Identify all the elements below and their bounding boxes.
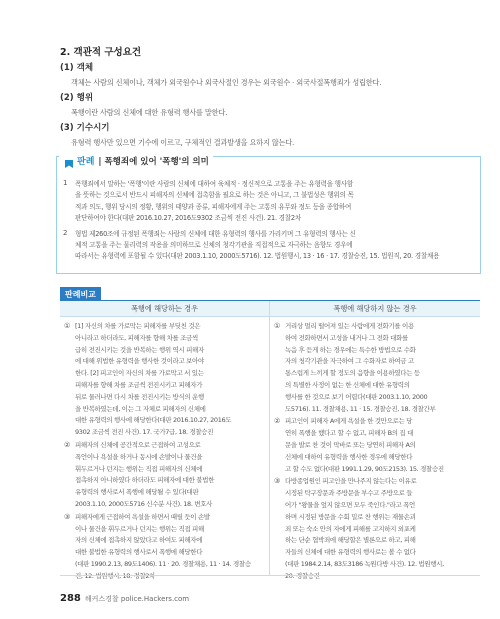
item-heading: (3) 기수시기: [60, 123, 110, 133]
case-label: 판례: [77, 157, 95, 167]
item-act: [60, 91, 480, 118]
item-text: 다방종업원인 피고인을 만나주지 않는다는 이유로 시정된 탁구장문과 주방문을 부수고 주방으로 들 어가 "왕물을 엎지 않으면 모두 죽인다."라고 폭언 하며 시정된 방문을 수회 밀로 찬 행위는 재물손괴 죄 또는 숙소 안의 자에게 피해를 고지하지 외포케 하는 단순 협박죄에 해당할은 별론으로 하고, 피해 자들의 신체에 대한 유형력의 행사로는 볼 수 없다 (대판 1984.2.14, 83도3186 녹원다방 사건). 12. 법원행시,: [285, 477, 444, 568]
item-object: [60, 61, 480, 88]
item-number: ①: [274, 322, 281, 330]
item-text: 피해자에게 근접하여 욕설을 하면서 때릴 듯이 손발 이나 물건을 휘두르거나 던지는 행위는 직접 피해 자의 신체에 접촉하지 않았다고 하여도 피해자에 대한 불법한 유형력의 행사로서 폭행에 해당한다 (대판 1990.2.13, 89도1406). 11 · 20. 경찰채용, 11 · 14. 경찰승: [75, 512, 251, 568]
comparison-item: [274, 321, 476, 415]
case-list: [63, 179, 473, 267]
case-header: [59, 154, 213, 167]
item-number: ②: [274, 417, 281, 426]
comparison-header-row: [60, 301, 480, 317]
case-entry-number: 1: [63, 179, 68, 187]
section-title: 2. 객관적 구성요건: [60, 47, 142, 58]
case-entry-text: 폭행죄에서 말하는 '폭행'이란 사람의 신체에 대하여 육체적 · 정신적으로 고통을 주는 유형력을 행사함 을 뜻하는 것으로서 반드시 피해자의 신체에 접촉함을 필요로 하는 것은 아니고, 그 불법성은 행위의 목 적과 의도, 행위 당시의 정황, 행위의 태양과 종류, 피해자에게 주는 고통의 유무와 정도 등을 종합하여 판단하여야 한다(대판 2016.10.27, 2016도9302 조금씩 전진 사건). 21. 경찰2차: [75, 180, 354, 223]
page-number: 288: [60, 593, 81, 604]
column-header-not-assault: 폭행에 해당하지 않는 경우: [333, 304, 417, 313]
item-number: ②: [64, 440, 71, 449]
comparison-item: [274, 416, 476, 475]
item-text: 거리상 멀리 떨어져 있는 사람에게 전화기를 이용 하여 전화하면서 고성을 내거나 그 전화 대화를 녹음 후 듣게 하는 경우에는 특수한 방법으로 수화 자의 청각기관을 자극하여 그 수화자로 하여금 고 통스럽게 느끼게 할 정도의 음향을 이용하였다는 등 의 특별한 사정이 없는 한 신체에 대한 유형력의 행사를 한 것으로 보기 어렵다(대판 2003.1.10, 2000 도5716). 11. 경찰채용, 11 · 15. 경찰승진, 18. 경찰간부: [285, 322, 436, 413]
item-completion: [60, 121, 480, 148]
item-text: 피해자의 신체에 공간적으로 근접하여 고성으로 폭언이나 욕설을 하거나 동시에 손발이나 물건을 휘두르거나 던지는 행위는 직접 피해자의 신체에 접촉하지 아니하였다 하더라도 피해자에 대한 불법한 유형력의 행사로서 폭행에 해당될 수 있다(대판 2003.1.10, 2000도5716 신수분 사건). 18. 변호사: [75, 440, 215, 508]
bookmark-icon: [63, 155, 75, 167]
case-title: | 폭행죄에 있어 '폭행'의 의미: [98, 156, 209, 167]
item-heading: (1) 객체: [60, 63, 94, 73]
item-body: 폭행이란 사람의 신체에 대한 유형력 행사를 말한다.: [71, 108, 228, 117]
item-number: ①: [64, 322, 71, 330]
case-box: [56, 156, 481, 274]
case-entry: [63, 179, 473, 225]
item-number: ③: [64, 512, 71, 521]
page-footer: [60, 593, 189, 604]
item-number: ③: [274, 477, 281, 486]
comparison-bottom-rule: [60, 575, 480, 576]
comparison-columns: [60, 317, 480, 584]
column-header-assault: 폭행에 해당하는 경우: [60, 301, 270, 316]
comparison-tag: 판례비교: [60, 287, 101, 302]
comparison-item: [64, 512, 265, 583]
comparison-table: [60, 301, 480, 575]
item-text: 피고인이 피해자 A에게 욕설을 한 것만으로는 당 연히 폭행을 했다고 할 수 없고, 피해자 B의 집 대 문을 발로 찬 것이 막바로 또는 당연히 피해자 A의 신체에 대하여 유형력을 행사한 경우에 해당한다 고 할 수도 없다(대판 1991.1.29, 90도2153). 15. 경찰승진: [285, 417, 444, 473]
case-entry: [63, 229, 473, 263]
not-assault-column: [270, 317, 480, 584]
comparison-item: [274, 476, 476, 582]
footer-brand: 해커스경찰 police.Hackers.com: [84, 595, 190, 603]
comparison-item: [64, 440, 265, 511]
comparison-item: [64, 321, 265, 439]
assault-column: [60, 317, 270, 575]
case-entry-text: 형법 제260조에 규정된 폭행죄는 사람의 신체에 대한 유형력의 행사를 가리키며 그 유형력의 행사는 신 체적 고통을 주는 물리력의 작용을 의미하므로 신체의 청각기관을 직접적으로 자극하는 음향도 경우에 따라서는 유형력에 포함될 수 있다(대판 2003.1.10, 2000도5716). 12. 법원행시, 13 · 16 · 17. 경찰승진, 15. 법원직, 20. 경찰채용: [75, 229, 440, 261]
item-body: 유형력 행사만 있으면 기수에 이르고, 구체적인 결과발생을 요하지 않는다.: [71, 138, 295, 147]
item-text: [1] 자신의 차를 가로막는 피해자를 부딪친 것은 아니라고 하더라도, 피해자를 향해 차를 조금씩 급히 전진시키는 것을 반복하는 행위 역시 피해자 에 대해 위법한 유형력을 행사한 것이라고 보아야 한다. [2] 피고인이 자신의 차를 가로막고 서 있는 피해자를 향해 차를 조금씩 전진시키고 피해자가 뒤로 물러나면 다시 차를 전진시키는 방식의 운행 을 반복하였는데, 이는 그 자체로 피해자의 신체에 대한 유형력의 행사에 해당한다(대판 2016.10.27, 2016도 9302 조금씩 전진 사건). 17. 국가7급, 18. 경찰승진: [75, 322, 232, 437]
item-body: 객체는 사람의 신체이나, 객체가 외국원수나 외국사절인 경우는 외국원수 · 외국사절폭행죄가 성립한다.: [71, 78, 382, 87]
case-entry-number: 2: [63, 228, 68, 237]
item-heading: (2) 행위: [60, 93, 94, 103]
